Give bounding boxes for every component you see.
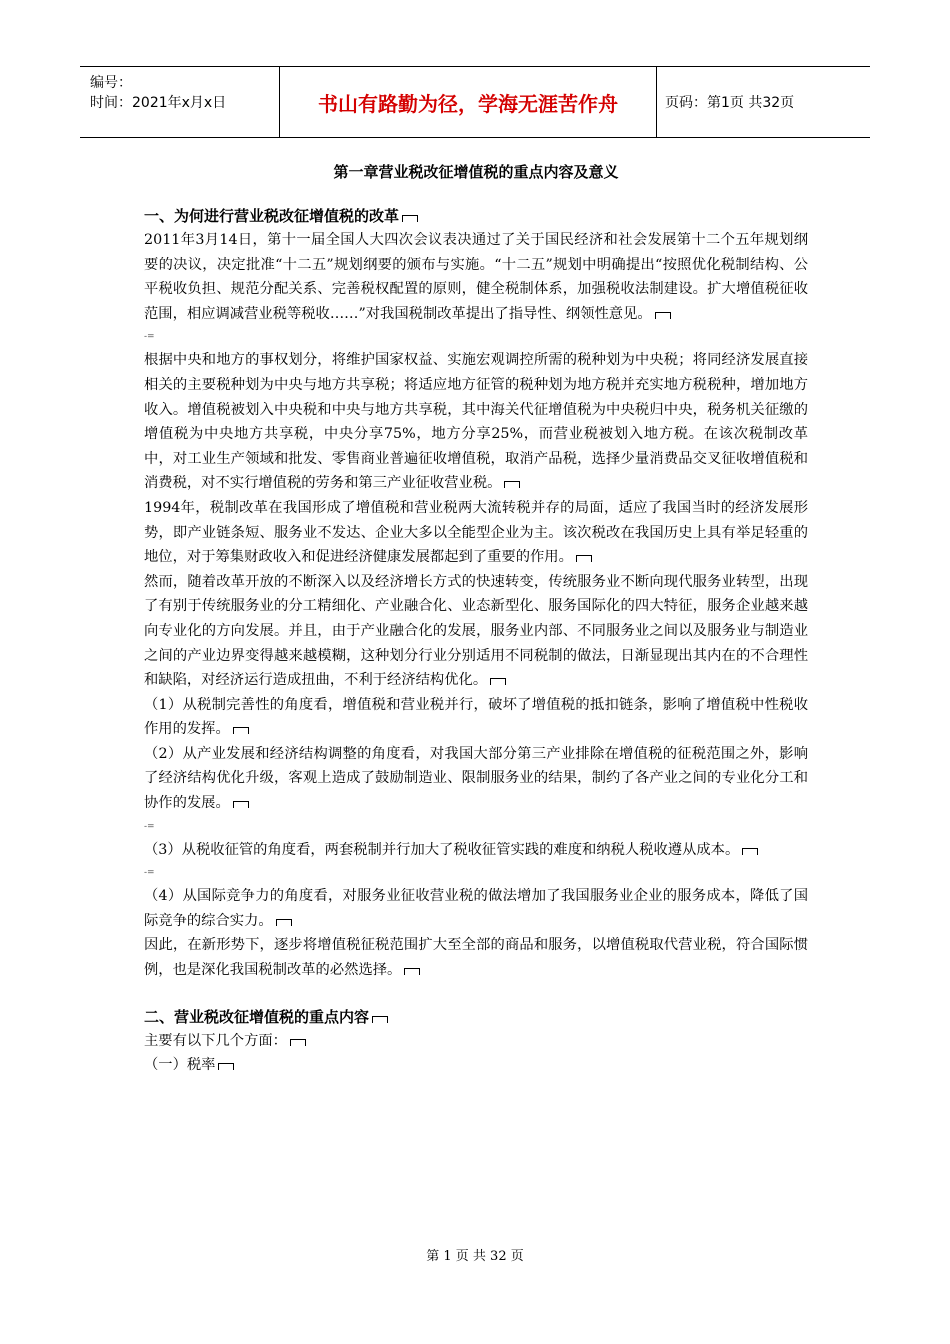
section-heading-1-text: 一、为何进行营业税改征增值税的改革: [144, 207, 400, 225]
paragraph-text: （一）税率: [144, 1057, 216, 1074]
paragraph-text: 主要有以下几个方面：: [144, 1032, 287, 1049]
paragraph: [144, 348, 808, 496]
paragraph-mark-icon: [742, 848, 758, 855]
header-table: [80, 66, 870, 138]
paragraph: [144, 1053, 808, 1078]
section-heading-1: [144, 204, 808, 228]
paragraph-text: 因此，在新形势下，逐步将增值税征税范围扩大至全部的商品和服务，以增值税取代营业税，符合国际惯例，也是深化我国税制改革的必然选择。: [144, 937, 808, 979]
paragraph-mark-icon: [218, 1063, 234, 1070]
motto: 书山有路勤为径，学海无涯苦作舟: [280, 67, 657, 137]
page-label: 页码：第1页 共32页: [665, 95, 795, 111]
paragraph-mark-icon: [576, 555, 592, 562]
paragraph-mark-icon: [290, 1039, 306, 1046]
paragraph-text: （1）从税制完善性的角度看，增值税和营业税并行，破坏了增值税的抵扣链条，影响了增值税中性税收作用的发挥。: [144, 696, 808, 738]
break-mark: -=: [144, 868, 155, 879]
document-body: [144, 158, 808, 1078]
time-label: 时间：2021年x月x日: [90, 95, 227, 111]
paragraph-mark-icon: [233, 727, 249, 734]
paragraph: [144, 228, 808, 326]
paragraph: [144, 933, 808, 982]
paragraph: [144, 742, 808, 816]
paragraph-mark-icon: [372, 1016, 388, 1023]
paragraph-mark-icon: [276, 919, 292, 926]
paragraph-text: 然而，随着改革开放的不断深入以及经济增长方式的快速转变，传统服务业不断向现代服务业转型，出现了有别于传统服务业的分工精细化、产业融合化、业态新型化、服务国际化的四大特征，服务企业越来越向专业化的方向发展。并且，由于产业融合化的发展，服务业内部、不同服务业之间以及服务业与制造业之间的产业边界变得越来越模糊，这种划分行业分别适用不同税制的做法，日渐显现出其内在的不合理性和缺陷，对经济运行造成扭曲，不利于经济结构优化。: [144, 573, 808, 689]
paragraph-text: （3）从税收征管的角度看，两套税制并行加大了税收征管实践的难度和纳税人税收遵从成本。: [144, 841, 740, 858]
paragraph: [144, 693, 808, 742]
paragraph: [144, 1029, 808, 1054]
break-mark: -=: [144, 821, 155, 832]
paragraph-text: （2）从产业发展和经济结构调整的角度看，对我国大部分第三产业排除在增值税的征税范围之外，影响了经济结构优化升级，客观上造成了鼓励制造业、限制服务业的结果，制约了各产业之间的专业化分工和协作的发展。: [144, 745, 808, 812]
paragraph-text: 根据中央和地方的事权划分，将维护国家权益、实施宏观调控所需的税种划为中央税；将同经济发展直接相关的主要税种划为中央与地方共享税；将适应地方征管的税种划为地方税并充实地方税税种，增加地方收入。增值税被划入中央税和中央与地方共享税，其中海关代征增值税为中央税归中央，税务机关征缴的增值税为中央地方共享税，中央分享75%，地方分享25%，而营业税被划入地方税。在该次税制改革中，对工业生产领域和批发、零售商业普遍征收增值税，取消产品税，选择少量消费品交叉征收增值税和消费税，对不实行增值税的劳务和第三产业征收营业税。: [144, 352, 808, 492]
break-mark: -=: [144, 332, 155, 343]
paragraph-mark-icon: [655, 312, 671, 319]
page-footer: 第 1 页 共 32 页: [426, 1249, 524, 1264]
paragraph: [144, 838, 808, 863]
paragraph-mark-icon: [504, 481, 520, 488]
paragraph-mark-icon: [490, 678, 506, 685]
paragraph-mark-icon: [402, 215, 418, 222]
section-heading-2-text: 二、营业税改征增值税的重点内容: [144, 1007, 370, 1026]
section-heading-2: [144, 1005, 808, 1029]
paragraph-text: （4）从国际竞争力的角度看，对服务业征收营业税的做法增加了我国服务业企业的服务成本，降低了国际竞争的综合实力。: [144, 888, 808, 929]
paragraph: [144, 496, 808, 570]
header-left-cell: [80, 67, 280, 137]
paragraph: [144, 570, 808, 693]
paragraph-mark-icon: [404, 968, 420, 975]
paragraph-text: 2011年3月14日，第十一届全国人大四次会议表决通过了关于国民经济和社会发展第十二个五年规划纲要的决议，决定批准“十二五”规划纲要的颁布与实施。“十二五”规划中明确提出“按照优化税制结构、公平税收负担、规范分配关系、完善税权配置的原则，健全税制体系，加强税收法制建设。扩大增值税征收范围，相应调减营业税等税收……”对我国税制改革提出了指导性、纲领性意见。: [144, 232, 808, 322]
spacer: [144, 983, 808, 1005]
paragraph-text: 1994年，税制改革在我国形成了增值税和营业税两大流转税并存的局面，适应了我国当时的经济发展形势，即产业链条短、服务业不发达、企业大多以全能型企业为主。该次税改在我国历史上具有举足轻重的地位，对于筹集财政收入和促进经济健康发展都起到了重要的作用。: [144, 499, 808, 566]
document-title: 第一章营业税改征增值税的重点内容及意义: [333, 163, 619, 181]
number-label: 编号：: [90, 75, 132, 91]
paragraph: [144, 884, 808, 933]
paragraph-mark-icon: [233, 801, 249, 808]
